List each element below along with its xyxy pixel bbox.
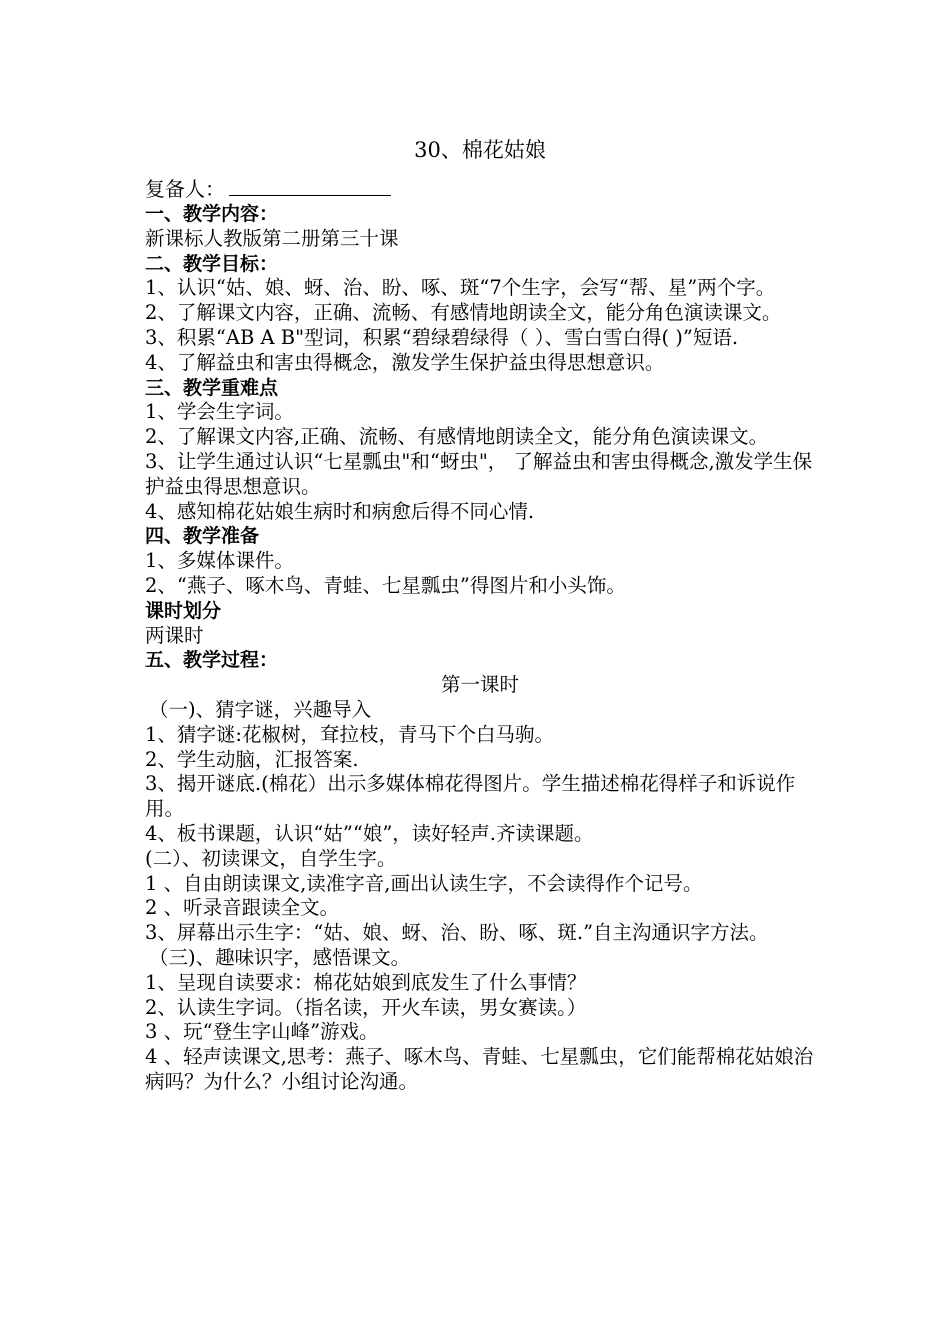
key-point-item: 4、感知棉花姑娘生病时和病愈后得不同心情. — [145, 499, 535, 523]
section-heading-preparation: 四、教学准备 — [145, 525, 260, 548]
preparation-item: 1、多媒体课件。 — [145, 549, 294, 573]
process-item: 4 、轻声读课文,思考：燕子、啄木鸟、青蛙、七星瓢虫，它们能帮棉花姑娘治病吗？为什么？小组讨论沟通。 — [145, 1045, 814, 1093]
document-body — [145, 136, 815, 1095]
process-item: 3、屏幕出示生字：“姑、娘、蚜、治、盼、啄、斑.”自主沟通识字方法。 — [145, 921, 769, 945]
section-heading-content: 一、教学内容： — [145, 203, 279, 225]
key-point-item: 2、了解课文内容,正确、流畅、有感情地朗读全文，能分角色演读课文。 — [145, 425, 769, 449]
document-title: 30、棉花姑娘 — [414, 138, 546, 162]
process-item: 1、猜字谜:花椒树，耷拉枝，青马下个白马驹。 — [145, 722, 554, 746]
part-heading: （三)、趣味识字，感悟课文。 — [149, 945, 411, 969]
preparation-item: 2、“燕子、啄木鸟、青蛙、七星瓢虫”得图片和小头饰。 — [145, 573, 626, 597]
process-item: 2、学生动脑，汇报答案. — [145, 747, 359, 771]
process-item: 3 、玩“登生字山峰”游戏。 — [145, 1020, 379, 1044]
reviewer-blank — [229, 177, 391, 196]
schedule-text: 两课时 — [145, 623, 204, 647]
section-heading-key-points: 三、教学重难点 — [145, 376, 279, 399]
process-item: 1、呈现自读要求：棉花姑娘到底发生了什么事情？ — [145, 970, 587, 994]
section-heading-objectives: 二、教学目标： — [145, 252, 279, 275]
reviewer-label: 复备人： — [145, 177, 225, 201]
objective-item: 3、积累“AB A B"型词，积累“碧绿碧绿得（ ）、雪白雪白得( )”短语. — [145, 325, 739, 349]
part-heading: (二）、初读课文，自学生字。 — [145, 846, 397, 870]
objective-item: 4、了解益虫和害虫得概念，激发学生保护益虫得思想意识。 — [145, 350, 665, 374]
process-item: 4、板书课题，认识“姑”“娘”，读好轻声.齐读课题。 — [145, 821, 594, 845]
section-heading-process: 五、教学过程： — [145, 649, 279, 672]
key-point-item: 3、让学生通过认识“七星瓢虫"和“蚜虫"， 了解益虫和害虫得概念,激发学生保护益虫得思想意识。 — [145, 449, 813, 498]
reviewer-line — [145, 176, 815, 202]
process-item: 2、认读生字词。（指名读，开火车读，男女赛读。） — [145, 995, 587, 1019]
section-heading-schedule: 课时划分 — [145, 599, 222, 622]
section-text-content: 新课标人教版第二册第三十课 — [145, 226, 399, 250]
objective-item: 1、认识“姑、娘、蚜、治、盼、啄、斑“7个生字，会写“帮、星”两个字。 — [145, 276, 776, 300]
process-item: 3、揭开谜底.(棉花）出示多媒体棉花得图片。学生描述棉花得样子和诉说作用。 — [145, 772, 796, 821]
lesson-title: 第一课时 — [440, 673, 519, 697]
objective-item: 2、了解课文内容，正确、流畅、有感情地朗读全文，能分角色演读课文。 — [145, 301, 782, 325]
process-item: 2 、听录音跟读全文。 — [145, 896, 340, 920]
process-item: 1 、自由朗读课文,读准字音,画出认读生字，不会读得作个记号。 — [145, 871, 703, 895]
key-point-item: 1、学会生字词。 — [145, 400, 294, 424]
part-heading: （一)、猜字谜，兴趣导入 — [149, 697, 372, 721]
